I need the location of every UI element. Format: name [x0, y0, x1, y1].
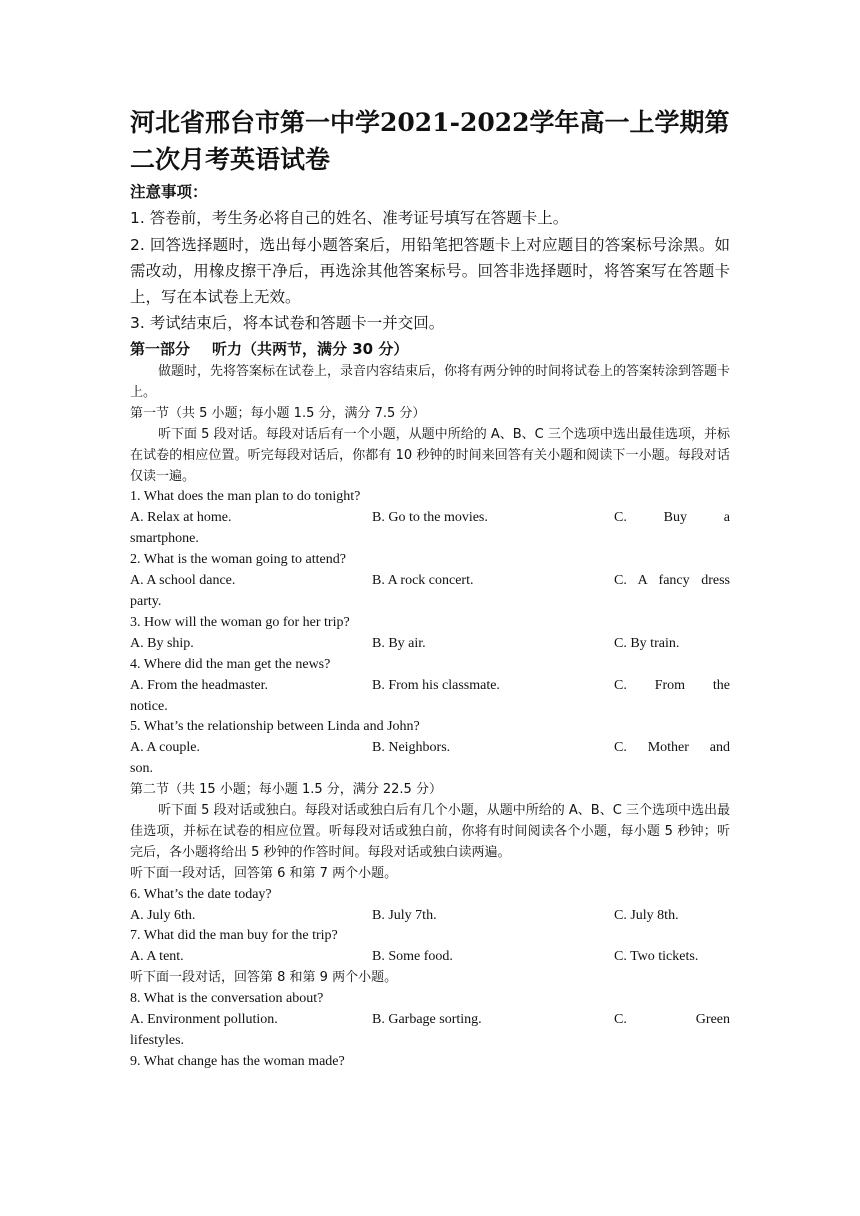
section2-lead-2: 听下面一段对话，回答第 8 和第 9 两个小题。	[130, 970, 398, 986]
option-a: A. A tent.	[130, 949, 184, 965]
section2-lead-1: 听下面一段对话，回答第 6 和第 7 两个小题。	[130, 865, 398, 881]
question-5: 5. What’s the relationship between Linda and John?	[130, 719, 420, 735]
option-b: B. Go to the movies.	[372, 510, 488, 526]
question-7: 7. What did the man buy for the trip?	[130, 928, 338, 944]
option-c: C. Two tickets.	[614, 949, 699, 965]
question-4: 4. Where did the man get the news?	[130, 656, 331, 672]
options-8	[130, 1010, 730, 1031]
option-c-continued: notice.	[130, 698, 168, 714]
options-2	[130, 571, 730, 592]
options-3	[130, 634, 730, 655]
question-3: 3. How will the woman go for her trip?	[130, 614, 350, 630]
option-c: C. By train.	[614, 635, 680, 651]
options-6	[130, 906, 730, 927]
part1-heading-title: 听力（共两节，满分 30 分）	[212, 340, 409, 358]
option-c-continued: party.	[130, 593, 162, 609]
notice-block	[130, 179, 730, 337]
option-b: B. Garbage sorting.	[372, 1012, 482, 1028]
option-a: A. July 6th.	[130, 907, 196, 923]
option-c: C. Green	[614, 1012, 730, 1028]
part1-heading-number: 第一部分	[130, 340, 191, 358]
option-c: C. July 8th.	[614, 907, 679, 923]
option-c: C. Buy a	[614, 510, 730, 526]
listening-part	[130, 339, 730, 1073]
notice-item-3: 3. 考试结束后，将本试卷和答题卡一并交回。	[130, 314, 445, 333]
section2-intro: 听下面 5 段对话或独白。每段对话或独白后有几个小题，从题中所给的 A、B、C 三个选项中选出最佳选项，并标在试卷的相应位置。听每段对话或独白前，你将有时间阅读各个小题，每小题 5 秒钟；听完后，各小题将给出 5 秒钟的作答时间。每段对话或独白读两遍。	[130, 803, 730, 860]
option-b: B. July 7th.	[372, 907, 437, 923]
notice-item-1: 1. 答卷前，考生务必将自己的姓名、准考证号填写在答题卡上。	[130, 209, 569, 228]
notice-heading: 注意事项：	[130, 183, 208, 201]
options-5	[130, 738, 730, 759]
question-8: 8. What is the conversation about?	[130, 991, 324, 1007]
option-c-continued: son.	[130, 761, 153, 777]
option-b: B. A rock concert.	[372, 573, 474, 589]
options-4	[130, 676, 730, 697]
option-a: A. By ship.	[130, 635, 194, 651]
option-c: C. A fancy dress	[614, 573, 730, 589]
option-b: B. Neighbors.	[372, 740, 451, 756]
question-6: 6. What’s the date today?	[130, 886, 272, 902]
question-1: 1. What does the man plan to do tonight?	[130, 489, 361, 505]
section2-heading: 第二节（共 15 小题；每小题 1.5 分，满分 22.5 分）	[130, 782, 442, 798]
section1-intro: 听下面 5 段对话。每段对话后有一个小题，从题中所给的 A、B、C 三个选项中选出最佳选项，并标在试卷的相应位置。听完每段对话后，你都有 10 秒钟的时间来回答有关小题和阅读下一小题。每段对话仅读一遍。	[130, 426, 730, 484]
exam-title: 河北省邢台市第一中学2021-2022学年高一上学期第二次月考英语试卷	[130, 108, 730, 174]
option-a: A. Environment pollution.	[130, 1012, 278, 1028]
options-1	[130, 508, 730, 529]
option-c: C. Mother and	[614, 740, 730, 756]
option-a: A. From the headmaster.	[130, 677, 269, 693]
option-c: C. From the	[614, 677, 730, 693]
options-7	[130, 947, 730, 968]
part1-intro: 做题时，先将答案标在试卷上，录音内容结束后，你将有两分钟的时间将试卷上的答案转涂到答题卡上。	[130, 364, 731, 400]
option-b: B. Some food.	[372, 949, 453, 965]
notice-item-2: 2. 回答选择题时，选出每小题答案后，用铅笔把答题卡上对应题目的答案标号涂黑。如需改动，用橡皮擦干净后，再选涂其他答案标号。回答非选择题时，将答案写在答题卡上，写在本试卷上无效。	[130, 235, 730, 307]
option-b: B. By air.	[372, 635, 426, 651]
part1-heading	[130, 339, 730, 359]
option-a: A. A school dance.	[130, 573, 236, 589]
option-c-continued: lifestyles.	[130, 1033, 185, 1048]
option-c-continued: smartphone.	[130, 531, 199, 547]
option-b: B. From his classmate.	[372, 677, 500, 693]
option-a: A. A couple.	[130, 740, 200, 756]
option-a: A. Relax at home.	[130, 510, 232, 526]
section1-heading: 第一节（共 5 小题；每小题 1.5 分，满分 7.5 分）	[130, 405, 426, 421]
question-9: 9. What change has the woman made?	[130, 1053, 345, 1069]
question-2: 2. What is the woman going to attend?	[130, 552, 346, 568]
